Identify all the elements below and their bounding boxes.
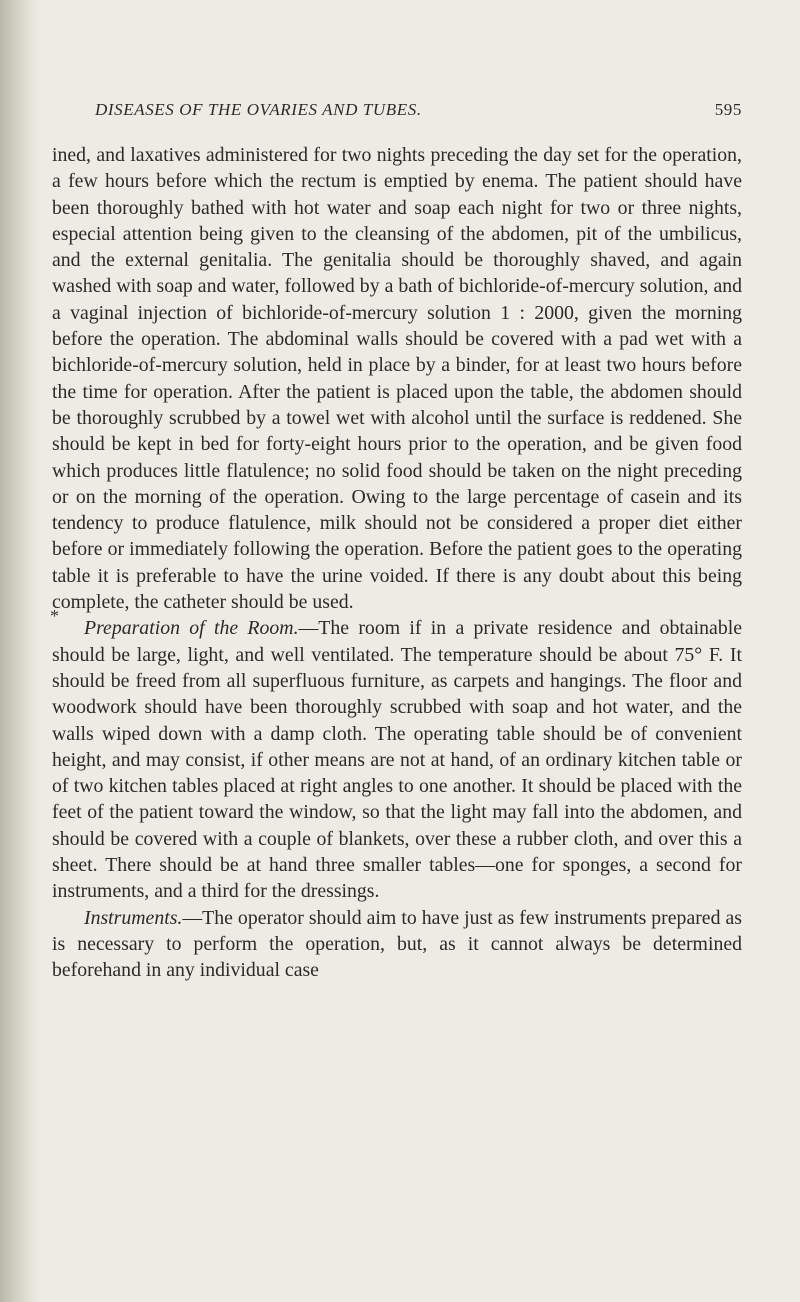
running-head (52, 100, 742, 128)
paragraph-instruments (52, 905, 742, 984)
margin-mark: * (50, 606, 59, 626)
page-binding-shadow (0, 0, 40, 1302)
page-number: 595 (714, 100, 742, 119)
paragraph-text: —The operator should aim to have just as few instruments prepared as is necessary to perform the operation, but, as it cannot always be determined beforehand in any individual case (52, 906, 742, 982)
body-text (52, 142, 742, 984)
paragraph-continuation (52, 142, 742, 615)
paragraph-preparation-of-room (52, 615, 742, 904)
paragraph-text: ined, and laxatives administered for two nights preceding the day set for the operation, a few hours before which the rectum is emptied by enema. The patient should have been thoroughly bathed with hot water and soap each night for two or three nights, especial attention being given to the cleansing of the abdomen, pit of the umbilicus, and the external genitalia. The genitalia should be thoroughly shaved, and again washed with soap and water, followed by a bath of bichloride-of-mercury solution, and a vaginal injection of bichloride-of-mercury solution 1 : 2000, given the morning before the operation. The abdominal walls should be covered with a pad wet with a bichloride-of-mercury solution, held in place by a binder, for at least two hours before the time for operation. After the patient is placed upon the table, the abdomen should be thoroughly scrubbed by a towel wet with alcohol until the surface is reddened. She should be kept in bed for forty-eight hours prior to the operation, and be given food which produces little flatulence; no solid food should be taken on the night preceding or on the morning of the operation. Owing to the large percentage of casein and its tendency to produce flatulence, milk should not be considered a proper diet either before or immediately following the operation. Before the patient goes to the operating table it is preferable to have the urine voided. If there is any doubt about this being complete, the catheter should be used. (52, 144, 742, 614)
running-head-title: DISEASES OF THE OVARIES AND TUBES. (95, 100, 422, 119)
section-heading-preparation-of-room: Preparation of the Room. (84, 617, 299, 640)
paragraph-text: —The room if in a private residence and obtainable should be large, light, and well ventilated. The temperature should be about 75° F. It should be freed from all superfluous furniture, as carpets and hangings. The floor and woodwork should have been thoroughly scrubbed with soap and hot water, and the walls wiped down with a damp cloth. The operating table should be of convenient height, and may consist, if other means are not at hand, of an ordinary kitchen table or of two kitchen tables placed at right angles to one another. It should be placed with the feet of the patient toward the window, so that the light may fall into the abdomen, and should be covered with a couple of blankets, over these a rubber cloth, and over this a sheet. There should be at hand three smaller tables—one for sponges, a second for instruments, and a third for the dressings. (52, 617, 742, 903)
section-heading-instruments: Instruments. (84, 906, 183, 929)
book-page (52, 100, 742, 984)
